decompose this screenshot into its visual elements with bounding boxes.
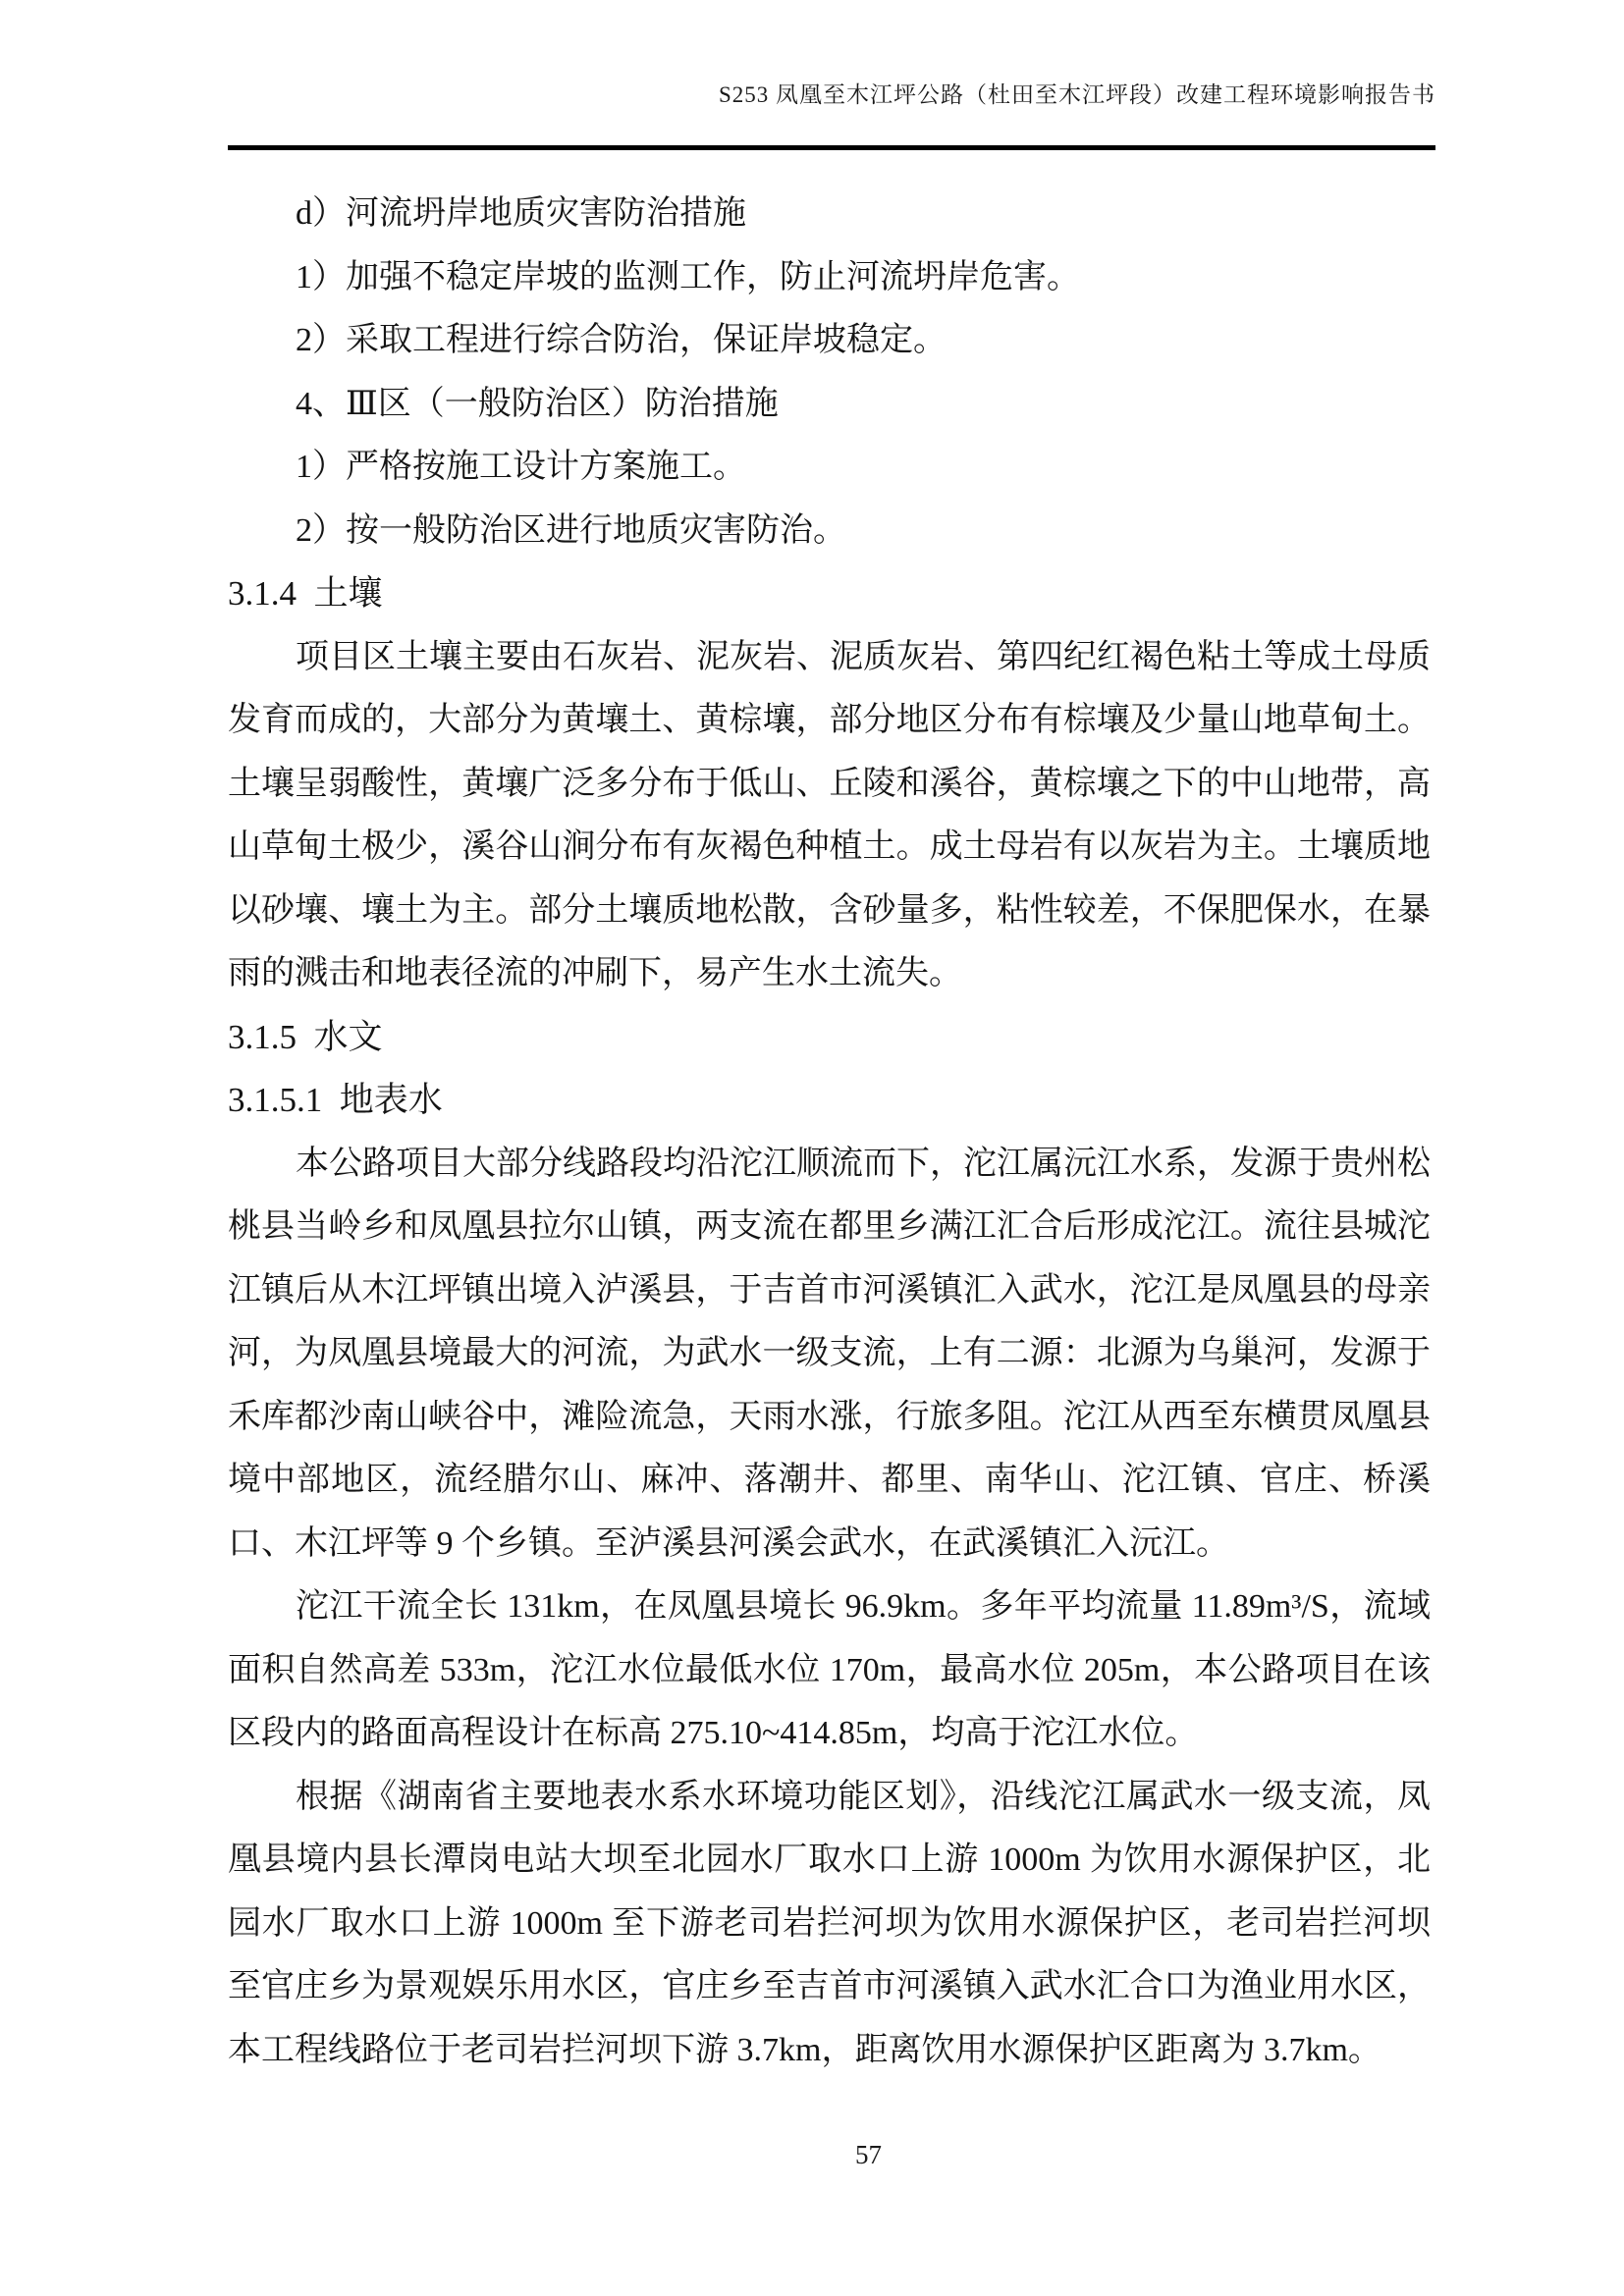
paragraph-water-function-zones: 根据《湖南省主要地表水系水环境功能区划》，沿线沱江属武水一级支流，凤凰县境内县长潭岗电站大坝至北园水厂取水口上游 1000m 为饮用水源保护区，北园水厂取水口上游 1000m 至下游老司岩拦河坝为饮用水源保护区，老司岩拦河坝至官庄乡为景观娱乐用水区，官庄乡至吉首市河溪镇入武水汇合口为渔业用水区，本工程线路位于老司岩拦河坝下游 3.7km，距离饮用水源保护区距离为 3.7km。 [228, 1778, 1431, 2068]
list-item: d）河流坍岸地质灾害防治措施 [296, 195, 746, 232]
list-item: 1）严格按施工设计方案施工。 [296, 449, 746, 485]
paragraph-surface-water: 本公路项目大部分线路段均沿沱江顺流而下，沱江属沅江水系，发源于贵州松桃县当岭乡和凤凰县拉尔山镇，两支流在都里乡满江汇合后形成沱江。流往县城沱江镇后从木江坪镇出境入泸溪县，于吉首市河溪镇汇入武水，沱江是凤凰县的母亲河，为凤凰县境最大的河流，为武水一级支流，上有二源：北源为乌巢河，发源于禾库都沙南山峡谷中，滩险流急，天雨水涨，行旅多阻。沱江从西至东横贯凤凰县境中部地区，流经腊尔山、麻冲、落潮井、都里、南华山、沱江镇、官庄、桥溪口、木江坪等 9 个乡镇。至泸溪县河溪会武水，在武溪镇汇入沅江。 [228, 1145, 1431, 1562]
header-rule-line [228, 145, 1435, 150]
list-item: 4、Ⅲ区（一般防治区）防治措施 [296, 385, 779, 422]
section-heading-3-1-5-1: 3.1.5.1 地表水 [228, 1081, 443, 1119]
document-body [228, 183, 1431, 2082]
list-item: 2）采取工程进行综合防治，保证岸坡稳定。 [296, 322, 947, 358]
section-heading-3-1-4: 3.1.4 土壤 [228, 574, 383, 613]
list-item: 1）加强不稳定岸坡的监测工作，防止河流坍岸危害。 [296, 258, 1080, 295]
section-heading-3-1-5: 3.1.5 水文 [228, 1017, 383, 1056]
paragraph-soil: 项目区土壤主要由石灰岩、泥灰岩、泥质灰岩、第四纪红褐色粘土等成土母质发育而成的，大部分为黄壤土、黄棕壤，部分地区分布有棕壤及少量山地草甸土。土壤呈弱酸性，黄壤广泛多分布于低山、丘陵和溪谷，黄棕壤之下的中山地带，高山草甸土极少，溪谷山涧分布有灰褐色种植土。成土母岩有以灰岩为主。土壤质地以砂壤、壤土为主。部分土壤质地松散，含砂量多，粘性较差，不保肥保水，在暴雨的溅击和地表径流的冲刷下，易产生水土流失。 [228, 638, 1431, 991]
page-number: 57 [855, 2140, 882, 2169]
running-header-title: S253 凤凰至木江坪公路（杜田至木江坪段）改建工程环境影响报告书 [718, 82, 1435, 107]
paragraph-river-stats: 沱江干流全长 131km，在凤凰县境长 96.9km。多年平均流量 11.89m³/S，流域面积自然高差 533m，沱江水位最低水位 170m，最高水位 205m，本公路项目在该区段内的路面高程设计在标高 275.10~414.85m，均高于沱江水位。 [228, 1588, 1431, 1751]
list-item: 2）按一般防治区进行地质灾害防治。 [296, 511, 846, 549]
